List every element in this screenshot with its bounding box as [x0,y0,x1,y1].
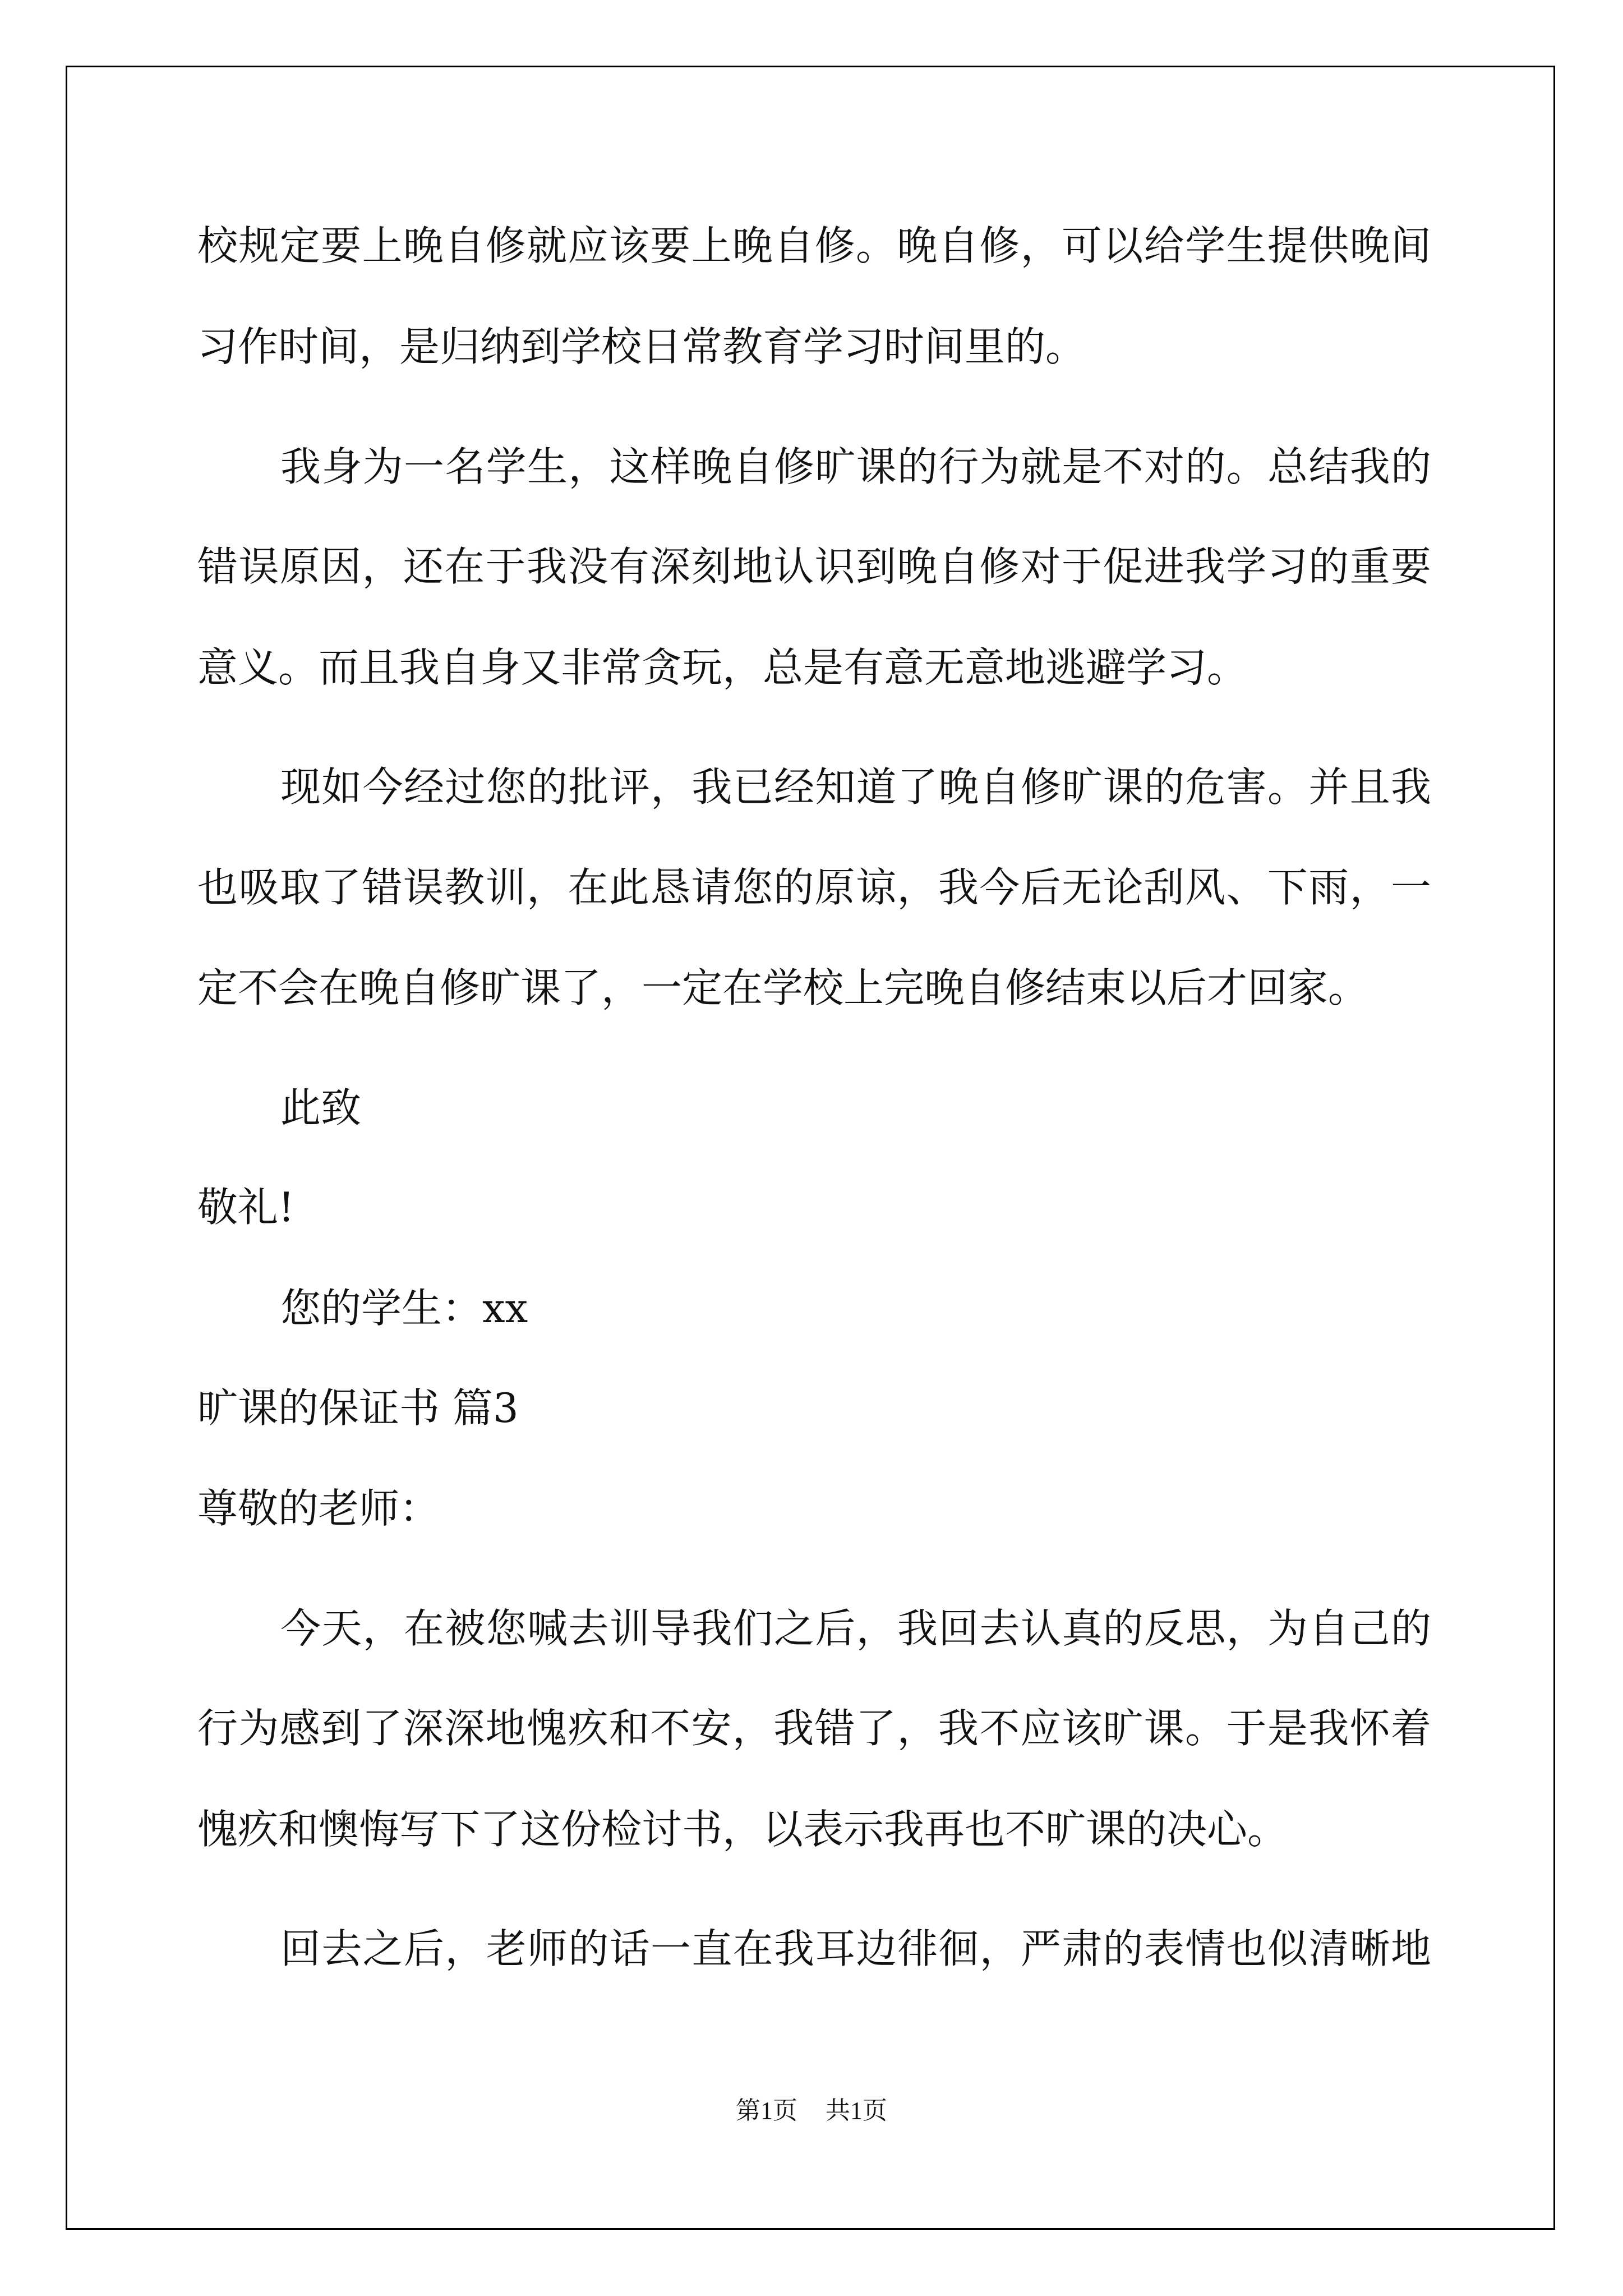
paragraph-line: 错误原因，还在于我没有深刻地认识到晚自修对于促进我学习的重要 [197,543,1431,590]
paragraph-line: 行为感到了深深地愧疚和不安，我错了，我不应该旷课。于是我怀着 [197,1705,1431,1752]
section-heading: 旷课的保证书 篇3 [197,1384,519,1432]
page-total: 共1页 [826,2097,887,2124]
closing-regards: 敬礼! [197,1184,294,1231]
paragraph-line: 校规定要上晚自修就应该要上晚自修。晚自修，可以给学生提供晚间 [197,222,1431,269]
paragraph-line: 回去之后，老师的话一直在我耳边徘徊，严肃的表情也似清晰地 [280,1925,1431,1972]
paragraph-line: 现如今经过您的批评，我已经知道了晚自修旷课的危害。并且我 [280,763,1431,811]
signature-line: 您的学生：xx [280,1285,528,1332]
paragraph-line: 习作时间，是归纳到学校日常教育学习时间里的。 [197,323,1086,370]
paragraph-line: 定不会在晚自修旷课了，一定在学校上完晚自修结束以后才回家。 [197,964,1369,1011]
page-number: 第1页 [736,2097,797,2124]
paragraph-line: 今天，在被您喊去训导我们之后，我回去认真的反思，为自己的 [280,1605,1431,1652]
letter-greeting: 尊敬的老师： [197,1485,440,1532]
paragraph-line: 我身为一名学生，这样晚自修旷课的行为就是不对的。总结我的 [280,443,1431,490]
paragraph-line: 也吸取了错误教训，在此恳请您的原谅，我今后无论刮风、下雨，一 [197,864,1431,911]
paragraph-line: 意义。而且我自身又非常贪玩，总是有意无意地逃避学习。 [197,644,1248,691]
closing-salutation: 此致 [280,1084,362,1131]
page-border [66,66,1555,2230]
page-footer [0,2095,1623,2127]
paragraph-line: 愧疚和懊悔写下了这份检讨书，以表示我再也不旷课的决心。 [197,1806,1288,1853]
